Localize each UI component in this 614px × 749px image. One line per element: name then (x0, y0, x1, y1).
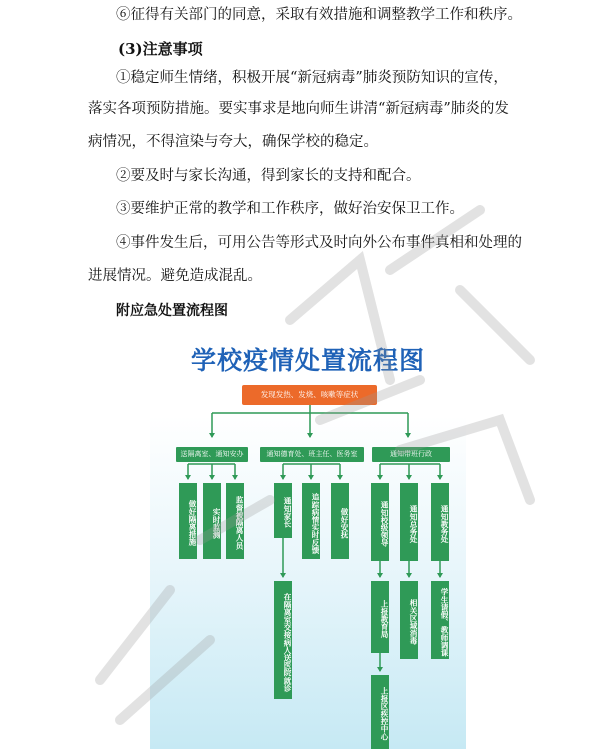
step-real-time-monitoring: 实时监测 (203, 483, 221, 559)
step-disinfect-areas: 相关区域消毒 (400, 581, 418, 659)
section-heading: (3)注意事项 (118, 40, 203, 58)
step-report-cdc: 上报区疾控中心 (371, 675, 389, 749)
figure-caption: 附应急处置流程图 (116, 303, 228, 319)
group-notify-admin: 通知带班行政 (372, 447, 450, 462)
paragraph-item-3: ③要维护正常的教学和工作秩序，做好治安保卫工作。 (116, 201, 464, 217)
step-supervise-isolated: 监督被隔离人员 (226, 483, 244, 559)
step-notify-parents: 通知家长 (274, 483, 292, 538)
paragraph-item-6: ⑥征得有关部门的同意，采取有效措施和调整教学工作和秩序。 (116, 7, 522, 23)
step-notify-school-leaders: 通知校级领导 (371, 483, 389, 561)
flowchart (150, 333, 466, 749)
paragraph-item-1-line-1: ①稳定师生情绪，积极开展“新冠病毒”肺炎预防知识的宣传， (116, 70, 508, 86)
paragraph-item-2: ②要及时与家长沟通，得到家长的支持和配合。 (116, 168, 421, 184)
paragraph-item-1-line-2: 落实各项预防措施。要实事求是地向师生讲清“新冠病毒”肺炎的发 (88, 101, 509, 117)
step-reassure: 做好安抚 (331, 483, 349, 559)
step-report-education-bureau: 上报教育局 (371, 581, 389, 653)
paragraph-item-4-line-1: ④事件发生后，可用公告等形式及时向外公布事件真相和处理的 (116, 235, 522, 251)
step-isolation-measures: 做好隔离措施 (179, 483, 197, 559)
step-handover-hospital: 在隔离室交接病人送医院就诊 (274, 581, 292, 699)
step-notify-general-affairs: 通知总务处 (400, 483, 418, 561)
step-notify-academic-affairs: 通知教务处 (431, 483, 449, 561)
step-track-illness: 追踪病情实时反馈 (302, 483, 320, 559)
trigger-box: 发现发热、发烧、咳嗽等症状 (242, 385, 377, 405)
paragraph-item-1-line-3: 病情况，不得渲染与夸大，确保学校的稳定。 (88, 134, 378, 150)
group-isolation: 送隔离室、通知安办 (176, 447, 248, 462)
paragraph-item-4-line-2: 进展情况。避免造成混乱。 (88, 268, 262, 284)
group-notify-departments: 通知德育处、班主任、医务室 (260, 447, 364, 462)
step-leave-and-reschedule: 学生请假、教师调课 (431, 581, 449, 659)
flowchart-title: 学校疫情处置流程图 (190, 346, 425, 375)
